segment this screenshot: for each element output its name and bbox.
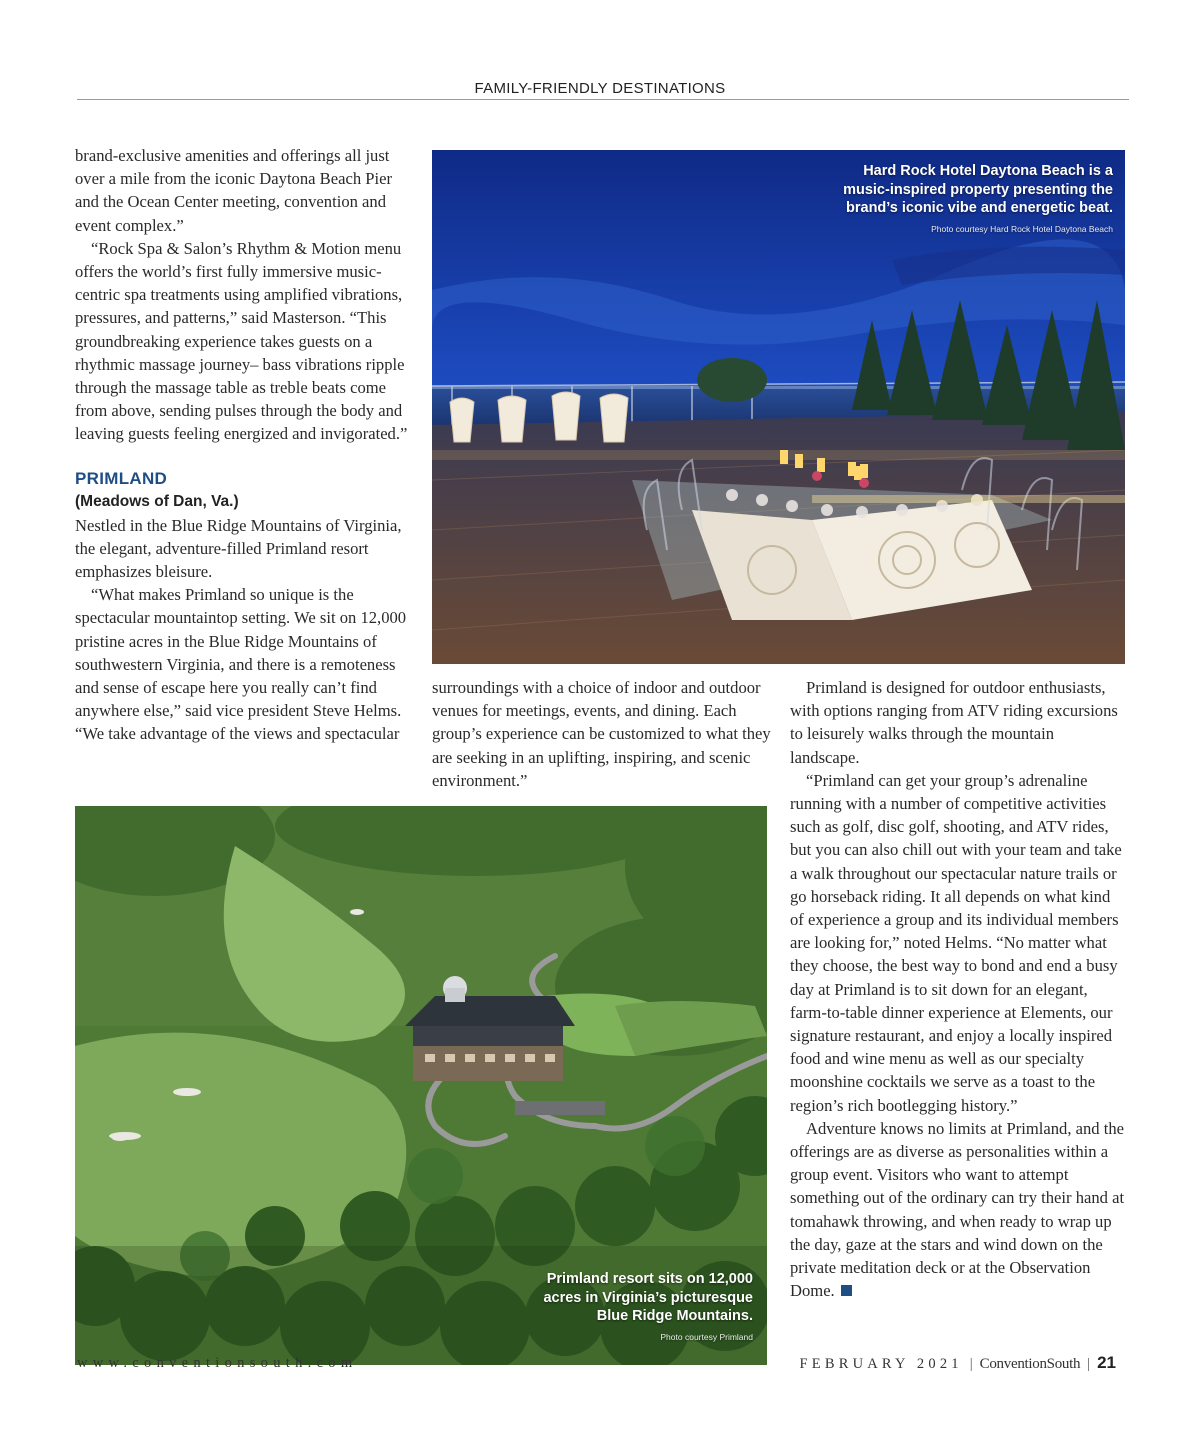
- primland-aerial-photo: [75, 806, 767, 1365]
- end-mark-icon: [841, 1285, 852, 1296]
- separator: |: [1087, 1356, 1091, 1372]
- photo-caption: [523, 1270, 753, 1342]
- paragraph-text: Adventure knows no limits at Primland, and the offerings are as diverse as personalities within a group event. Visitors who want to attempt something out of the ordinary can try their hand at tomahawk throwing, and when ready to wrap up the day, gaze at the stars and wind down on the private meditation deck or at the Observation Dome.: [790, 1118, 1125, 1301]
- issue-month: FEBRUARY 2021: [799, 1356, 963, 1372]
- footer-issue: [800, 1353, 1117, 1373]
- paragraph: brand-exclusive amenities and offerings all just over a mile from the iconic Daytona Beach Pier and the Ocean Center meeting, convention and event complex.”: [75, 146, 393, 235]
- photo-credit: Photo courtesy Primland: [660, 1331, 753, 1342]
- paragraph: “Rock Spa & Salon’s Rhythm & Motion menu offers the world’s first fully immersive music-centric spa treatments using amplified vibrations, pressures, and patterns,” said Masterson. “This groundbreaking experience takes guests on a rhythmic massage journey– bass vibrations ripple through the massage table as treble beats come from above, sending pulses through the body and leaving guests feeling energized and invigorated.”: [75, 238, 408, 444]
- photo-caption: [813, 162, 1113, 234]
- separator: |: [969, 1356, 973, 1372]
- header-rule: [77, 99, 1129, 100]
- middle-column: [432, 676, 774, 792]
- footer-website: www.conventionsouth.com: [77, 1355, 358, 1371]
- paragraph: surroundings with a choice of indoor and outdoor venues for meetings, events, and dining. Each group’s experience can be customized to what they are seeking in an uplifting, inspiring, and scenic environment.”: [432, 678, 771, 790]
- right-column: [790, 676, 1126, 1302]
- left-column-top: [75, 144, 415, 746]
- paragraph: “Primland can get your group’s adrenaline running with a number of competitive activities such as golf, disc golf, shooting, and ATV rides, but you can also chill out with your team and take a walk throughout our spectacular nature trails or go horseback riding. It all depends on what kind of experience a group and its individual members are looking for,” noted Helms. “No matter what they choose, the best way to bond and end a busy day at Primland is to sit down for an elegant, farm-to-table dinner experience at Elements, our signature restaurant, and enjoy a locally inspired food and wine menu as well as our specialty moonshine cocktails we serve as a toast to the region’s rich bootlegging history.”: [790, 770, 1122, 1115]
- paragraph: “What makes Primland so unique is the spectacular mountaintop setting. We sit on 12,000 pristine acres in the Blue Ridge Mountains of southwestern Virginia, and there is a remoteness and sense of escape here you really can’t find anywhere else,” said vice president Steve Helms. “We take advantage of the views and spectacular: [75, 585, 407, 744]
- paragraph: Primland is designed for outdoor enthusiasts, with options ranging from ATV riding excursions to leisurely walks through the mountain landscape.: [790, 678, 1118, 767]
- page-number: 21: [1097, 1353, 1116, 1372]
- hotel-rooftop-photo: [432, 150, 1125, 664]
- section-title: PRIMLAND: [75, 468, 168, 488]
- caption-text: Primland resort sits on 12,000 acres in Virginia’s picturesque Blue Ridge Mountains.: [543, 1271, 753, 1324]
- photo-credit: Photo courtesy Hard Rock Hotel Daytona Beach: [931, 223, 1113, 234]
- section-header: FAMILY-FRIENDLY DESTINATIONS: [474, 80, 726, 97]
- paragraph: [790, 1117, 1126, 1303]
- section-location: (Meadows of Dan, Va.): [75, 492, 239, 510]
- caption-text: Hard Rock Hotel Daytona Beach is a music-inspired property presenting the brand’s iconic vibe and energetic beat.: [843, 163, 1113, 216]
- magazine-brand: ConventionSouth: [979, 1356, 1081, 1372]
- paragraph: Nestled in the Blue Ridge Mountains of Virginia, the elegant, adventure-filled Primland resort emphasizes bleisure.: [75, 515, 402, 582]
